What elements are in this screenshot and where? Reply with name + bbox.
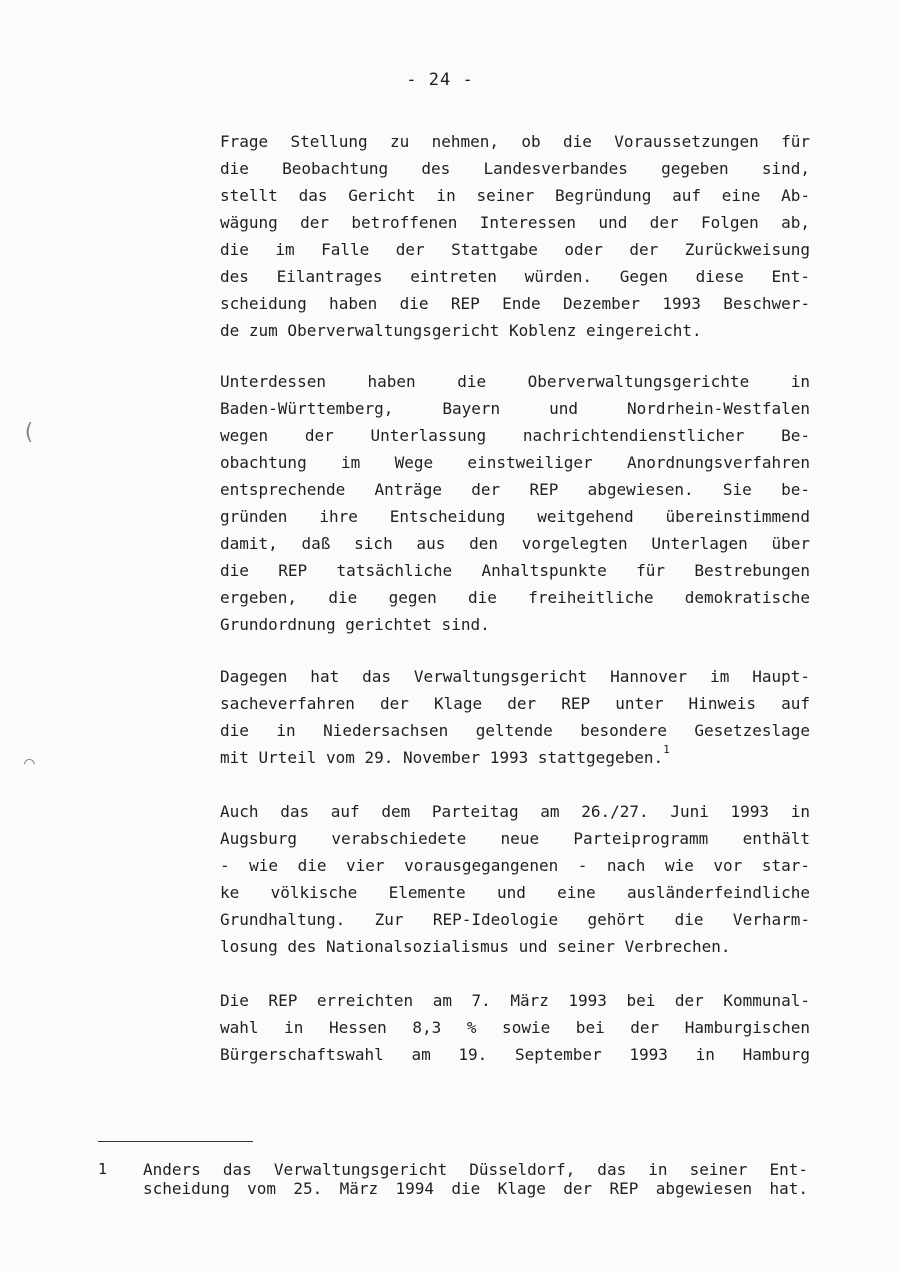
- text-line: entsprechende Anträge der REP abgewiesen. Sie be-: [220, 480, 810, 499]
- text-line: Augsburg verabschiedete neue Parteiprogramm enthält: [220, 829, 810, 848]
- footnote-line: Anders das Verwaltungsgericht Düsseldorf, das in seiner Ent-: [143, 1160, 808, 1179]
- text-line: Baden-Württemberg, Bayern und Nordrhein-Westfalen: [220, 399, 810, 418]
- text-line: gründen ihre Entscheidung weitgehend übereinstimmend: [220, 507, 810, 526]
- text-line: Frage Stellung zu nehmen, ob die Voraussetzungen für: [220, 132, 810, 151]
- footnote-line: scheidung vom 25. März 1994 die Klage der REP abgewiesen hat.: [143, 1179, 808, 1198]
- text-line: ergeben, die gegen die freiheitliche demokratische: [220, 588, 810, 607]
- paragraph-3: [220, 663, 810, 771]
- text-line: stellt das Gericht in seiner Begründung auf eine Ab-: [220, 186, 810, 205]
- text-line: Die REP erreichten am 7. März 1993 bei der Kommunal-: [220, 991, 810, 1010]
- text-line: des Eilantrages eintreten würden. Gegen diese Ent-: [220, 267, 810, 286]
- text-line: wahl in Hessen 8,3 % sowie bei der Hamburgischen: [220, 1018, 810, 1037]
- text-line: Dagegen hat das Verwaltungsgericht Hannover im Haupt-: [220, 667, 810, 686]
- footnote-text: [143, 1160, 808, 1198]
- text-line: scheidung haben die REP Ende Dezember 1993 Beschwer-: [220, 294, 810, 313]
- paragraph-2: [220, 368, 810, 638]
- text-line: die im Falle der Stattgabe oder der Zurückweisung: [220, 240, 810, 259]
- text-line: die REP tatsächliche Anhaltspunkte für Bestrebungen: [220, 561, 810, 580]
- paragraph-5: [220, 987, 810, 1068]
- scan-mark: (: [22, 420, 36, 445]
- text-line: losung des Nationalsozialismus und seiner Verbrechen.: [220, 937, 731, 956]
- footnote-number: 1: [98, 1160, 108, 1178]
- page-number: - 24 -: [406, 70, 474, 90]
- text-line: obachtung im Wege einstweiliger Anordnungsverfahren: [220, 453, 810, 472]
- text-line: de zum Oberverwaltungsgericht Koblenz eingereicht.: [220, 321, 702, 340]
- footnote-reference: 1: [663, 743, 670, 756]
- text-line: damit, daß sich aus den vorgelegten Unterlagen über: [220, 534, 810, 553]
- scan-mark: ⌒: [24, 752, 35, 773]
- text-line: ke völkische Elemente und eine ausländerfeindliche: [220, 883, 810, 902]
- text-line: sacheverfahren der Klage der REP unter Hinweis auf: [220, 694, 810, 713]
- text-line: Bürgerschaftswahl am 19. September 1993 in Hamburg: [220, 1045, 810, 1064]
- text-line: - wie die vier vorausgegangenen - nach wie vor star-: [220, 856, 810, 875]
- text-line: Unterdessen haben die Oberverwaltungsgerichte in: [220, 372, 810, 391]
- paragraph-4: [220, 798, 810, 960]
- text-line: die Beobachtung des Landesverbandes gegeben sind,: [220, 159, 810, 178]
- paragraph-1: [220, 128, 810, 344]
- text-line: wägung der betroffenen Interessen und der Folgen ab,: [220, 213, 810, 232]
- text-line: Auch das auf dem Parteitag am 26./27. Juni 1993 in: [220, 802, 810, 821]
- footnote-separator: [98, 1141, 253, 1142]
- text-line: die in Niedersachsen geltende besondere Gesetzeslage: [220, 721, 810, 740]
- text-line: Grundordnung gerichtet sind.: [220, 615, 490, 634]
- text-line-content: mit Urteil vom 29. November 1993 stattgegeben.: [220, 748, 664, 767]
- text-line: Grundhaltung. Zur REP-Ideologie gehört die Verharm-: [220, 910, 810, 929]
- text-line: wegen der Unterlassung nachrichtendienstlicher Be-: [220, 426, 810, 445]
- text-line: [220, 744, 810, 771]
